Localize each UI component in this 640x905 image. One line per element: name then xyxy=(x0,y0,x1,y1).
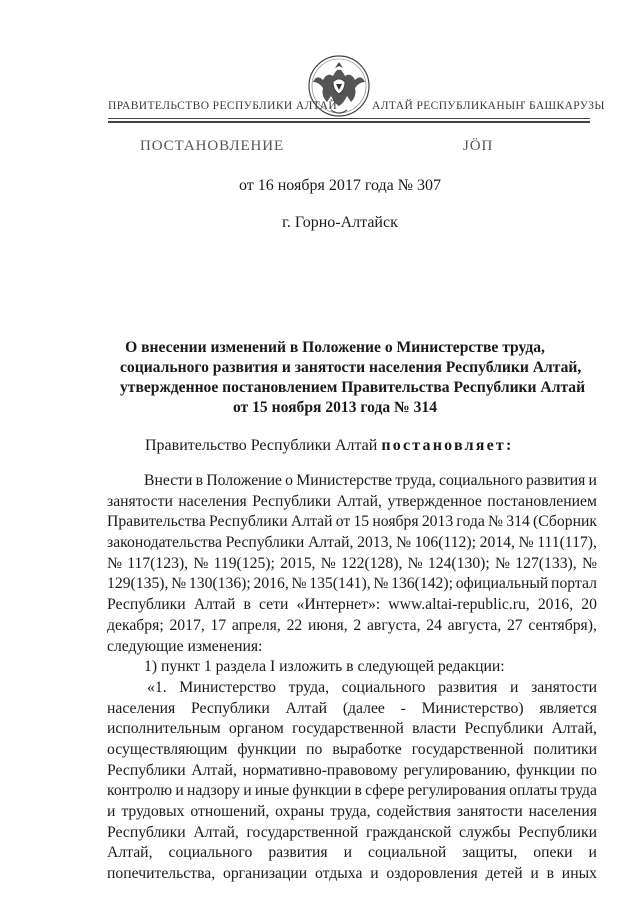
word: гражданской xyxy=(365,823,452,841)
word: развития xyxy=(438,678,498,696)
word: 117(123), xyxy=(127,554,189,572)
word: 2 xyxy=(353,616,362,634)
word: занятости xyxy=(456,803,523,820)
title-line: утвержденное постановлением Правительства Республики Алтай xyxy=(120,379,586,396)
doc-type-ru: ПОСТАНОВЛЕНИЕ xyxy=(140,138,285,154)
item-1-line: 1) пункт 1 раздела I изложить в следующей редакции: xyxy=(144,658,505,676)
word: № xyxy=(407,554,423,572)
word: и xyxy=(107,803,116,820)
word: № xyxy=(373,575,389,593)
word: портал xyxy=(551,575,597,593)
word: официальный xyxy=(455,575,549,593)
word: нормативно-правовому xyxy=(242,761,398,779)
word: Внести xyxy=(144,472,193,489)
word: по xyxy=(306,740,323,758)
word: отношений, xyxy=(190,803,270,820)
text-line xyxy=(107,781,597,802)
word: Республики xyxy=(107,823,186,841)
word: защиты, xyxy=(462,844,518,862)
word: Республики xyxy=(191,699,270,717)
word: Республики xyxy=(107,761,186,779)
word: функции xyxy=(516,761,575,779)
word: Республики xyxy=(464,720,544,738)
word: контролю xyxy=(107,782,173,800)
word: власти xyxy=(412,720,457,738)
word: № xyxy=(518,534,534,552)
preamble xyxy=(145,437,514,455)
word: Республики xyxy=(252,492,331,510)
word: 2014, xyxy=(479,534,515,552)
word: 17 xyxy=(210,616,227,634)
word: ноября xyxy=(372,513,419,531)
word: Республики xyxy=(208,513,288,531)
word: является xyxy=(539,699,597,717)
word: 22 xyxy=(286,616,303,634)
preamble-verb: постановляет: xyxy=(381,437,514,454)
word: № xyxy=(193,554,209,572)
date-number: от 16 ноября 2017 года № 307 xyxy=(238,177,442,194)
word: декабря; xyxy=(107,616,164,634)
word: осуществляющим xyxy=(107,740,228,758)
word: и xyxy=(588,472,597,489)
word: функции xyxy=(237,740,297,758)
word: 127(133), xyxy=(515,554,577,572)
word: 2016, xyxy=(253,575,289,593)
word: (далее xyxy=(342,699,385,717)
word: регулирования xyxy=(407,782,506,800)
word: охраны xyxy=(275,803,325,820)
text-line xyxy=(107,761,597,782)
word: Республики xyxy=(225,534,305,552)
word: Алтай xyxy=(193,596,236,614)
word: 124(130); xyxy=(427,554,490,572)
word: населения xyxy=(107,699,176,717)
word: № xyxy=(495,554,510,572)
word: 2015, xyxy=(280,554,316,572)
word: 111(117), xyxy=(537,534,597,552)
word: и xyxy=(175,782,184,800)
word: отдыха xyxy=(315,865,363,883)
word: 27 xyxy=(506,616,523,634)
word: 2016, xyxy=(537,596,574,614)
text-line xyxy=(107,574,597,595)
word: выработке xyxy=(332,740,402,758)
word: трудовых xyxy=(121,803,185,820)
word: иные xyxy=(254,782,290,800)
word: опеки xyxy=(533,844,573,862)
preamble-subject: Правительство Республики Алтай xyxy=(145,437,378,454)
word: 2013, xyxy=(357,534,393,552)
text-line xyxy=(107,492,597,513)
word: организации xyxy=(222,865,308,883)
word: 130(136); xyxy=(188,575,251,593)
word: 129(135), xyxy=(107,575,169,593)
text-line xyxy=(107,699,597,720)
word: труда, xyxy=(395,472,436,489)
word: Алтай, xyxy=(191,761,237,779)
text-line xyxy=(107,843,597,864)
word: населения xyxy=(178,492,247,510)
word: о xyxy=(285,472,294,489)
word: Республики xyxy=(518,823,597,841)
word: 314 xyxy=(506,513,530,531)
word: Алтай, xyxy=(551,720,597,738)
word: № xyxy=(107,554,122,572)
word: Алтай xyxy=(290,513,333,531)
word: 122(128), xyxy=(340,554,403,572)
header-divider xyxy=(108,118,590,119)
word: оздоровления xyxy=(386,865,478,883)
government-name-ru: ПРАВИТЕЛЬСТВО РЕСПУБЛИКИ АЛТАЙ xyxy=(108,100,338,112)
word: августа, xyxy=(447,616,502,634)
word: иных xyxy=(561,865,597,883)
text-line xyxy=(107,554,597,575)
word: № xyxy=(488,513,504,531)
word: № xyxy=(171,575,187,593)
word: государственной xyxy=(411,740,524,758)
word: № xyxy=(320,554,336,572)
word: службы xyxy=(459,823,511,841)
word: функции xyxy=(292,782,352,800)
word: Республики xyxy=(107,596,186,614)
word: Алтай, xyxy=(193,823,239,841)
title-line: О внесении изменений в Положение о Министерстве труда, xyxy=(125,339,545,356)
text-line xyxy=(107,678,597,699)
word: регулированию, xyxy=(403,761,511,779)
word: занятости xyxy=(531,678,597,696)
word: содействия xyxy=(376,803,451,820)
text-line xyxy=(107,533,597,554)
word: 15 xyxy=(353,513,370,531)
word: Министерстве xyxy=(296,472,393,489)
word: 119(125); xyxy=(213,554,275,572)
word: социального xyxy=(341,678,426,696)
word: 2013 xyxy=(421,513,454,531)
word: Алтай, xyxy=(107,844,153,862)
title-line: от 15 ноября 2013 года № 314 xyxy=(232,399,438,416)
word: Министерство) xyxy=(421,699,524,717)
word: www.altai-republic.ru, xyxy=(388,596,530,614)
word: органом xyxy=(228,720,284,738)
title-line: социального развития и занятости населения Республики Алтай, xyxy=(120,359,582,376)
word: развития xyxy=(526,472,586,489)
word: постановлением xyxy=(487,492,597,510)
word: в xyxy=(195,472,204,489)
word: сфере xyxy=(365,782,405,800)
word: труда xyxy=(560,782,597,800)
word: от xyxy=(335,513,351,531)
text-line xyxy=(107,823,597,844)
word: оплаты xyxy=(509,782,558,800)
word: Министерство xyxy=(179,678,276,696)
word: 106(112); xyxy=(414,534,476,552)
header-divider-thick xyxy=(108,121,590,123)
text-line xyxy=(107,595,597,616)
text-line xyxy=(107,719,597,740)
word: государственной xyxy=(246,823,359,841)
word: июня, xyxy=(307,616,348,634)
word: апреля, xyxy=(231,616,281,634)
word: Алтай xyxy=(285,699,328,717)
word: надзору xyxy=(187,782,240,800)
word: Алтай, xyxy=(336,492,382,510)
word: - xyxy=(400,699,406,717)
word: труда, xyxy=(330,803,371,820)
word: развития xyxy=(268,844,328,862)
word: детей xyxy=(485,865,523,883)
resolution-body xyxy=(107,471,597,885)
text-line xyxy=(107,802,597,823)
word: социального xyxy=(168,844,253,862)
word: 2017, xyxy=(169,616,205,634)
word: исполнительным xyxy=(107,720,221,738)
city-line xyxy=(0,214,640,232)
word: попечительства, xyxy=(107,865,216,883)
word: и xyxy=(510,678,519,696)
word: населения xyxy=(528,803,597,820)
word: 135(141), xyxy=(309,575,371,593)
word: августа, xyxy=(366,616,421,634)
word: в xyxy=(354,782,362,800)
word: социального xyxy=(438,472,523,489)
word: и xyxy=(370,865,379,883)
text-line-last: следующие изменения: xyxy=(107,637,263,655)
government-name-alt: АЛТАЙ РЕСПУБЛИКАНЫҤ БАШКАРУЗЫ xyxy=(372,100,605,112)
word: и xyxy=(343,844,352,862)
word: № xyxy=(396,534,412,552)
word: социальной xyxy=(368,844,447,862)
word: Алтай, xyxy=(307,534,354,552)
word: и xyxy=(243,782,252,800)
text-line xyxy=(107,471,597,492)
word: государственной xyxy=(292,720,404,738)
word: Правительства xyxy=(107,513,206,531)
doc-type-alt: ЈӦП xyxy=(463,138,494,154)
word: и xyxy=(588,844,597,862)
word: сентября), xyxy=(528,616,597,634)
date-number-line xyxy=(0,177,640,195)
word: 20 xyxy=(581,596,597,614)
word: занятости xyxy=(107,492,173,510)
word: политики xyxy=(533,740,597,758)
word: сети xyxy=(259,596,289,614)
word: законодательства xyxy=(107,534,222,552)
resolution-title xyxy=(120,338,586,418)
word: (Сборник xyxy=(533,513,597,531)
word: «1. xyxy=(147,678,167,696)
word: в xyxy=(546,865,555,883)
word: № xyxy=(291,575,307,593)
word: труда, xyxy=(288,678,330,696)
word: в xyxy=(243,596,251,614)
word: года xyxy=(456,513,485,531)
city: г. Горно-Алтайск xyxy=(282,214,398,231)
word: 24 xyxy=(426,616,442,634)
word: и xyxy=(530,865,539,883)
text-line xyxy=(107,616,597,637)
word: 136(142); xyxy=(391,575,453,593)
word: Положение xyxy=(206,472,282,489)
word: утвержденное xyxy=(387,492,482,510)
text-line xyxy=(107,864,597,885)
word: № xyxy=(581,554,597,572)
word: по xyxy=(580,761,597,779)
text-line xyxy=(107,512,597,533)
word: «Интернет»: xyxy=(296,596,381,614)
text-line xyxy=(107,740,597,761)
